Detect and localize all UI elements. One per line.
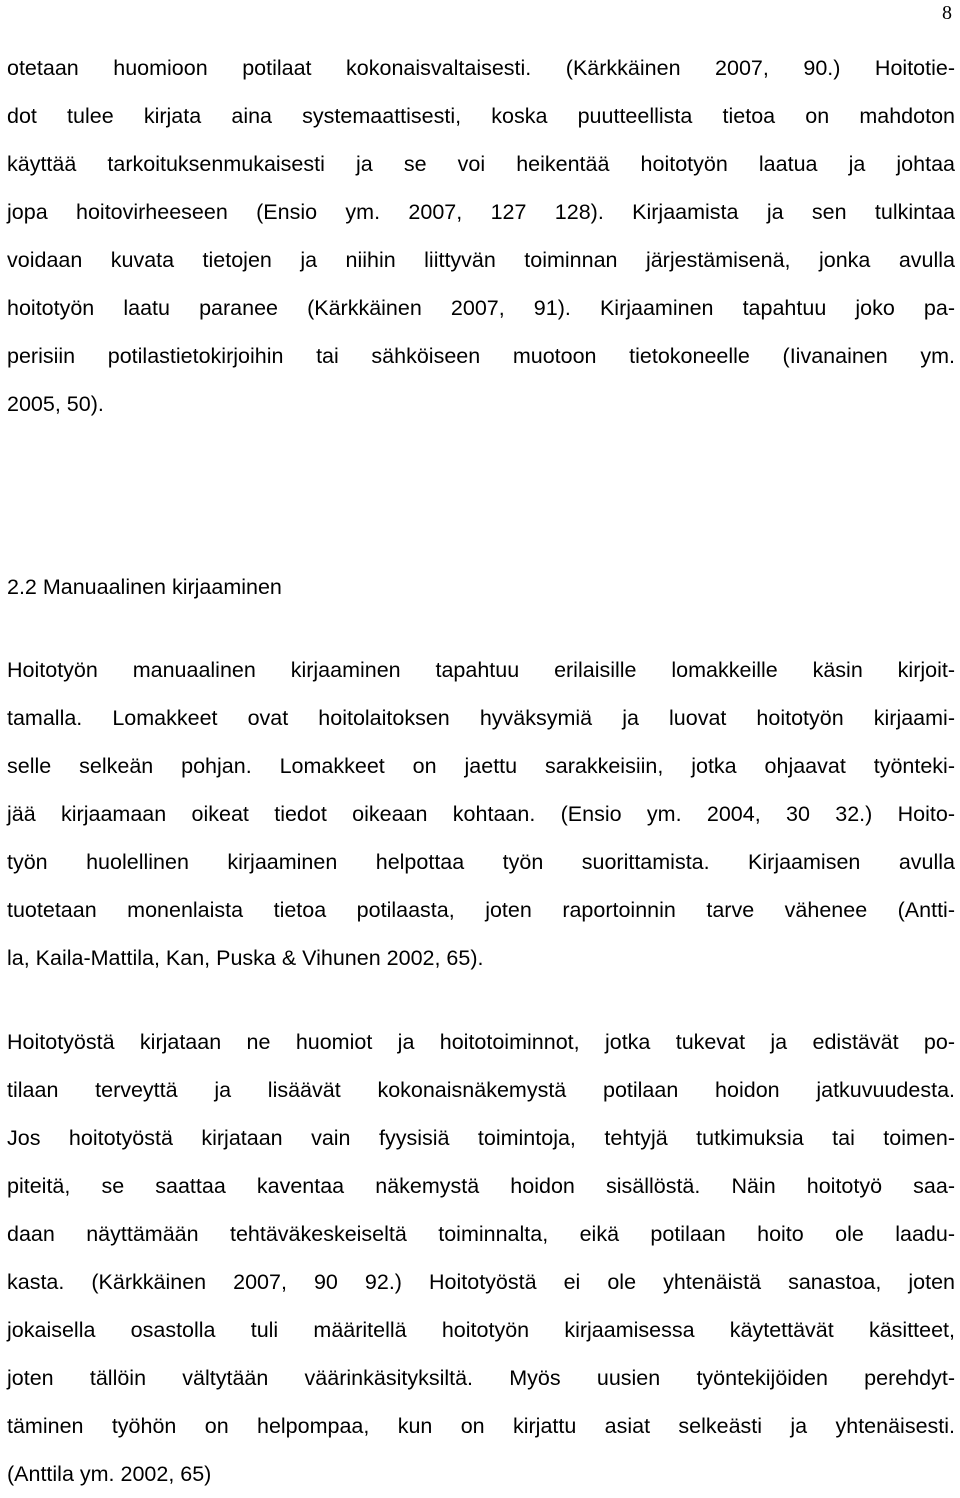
paragraph-line: otetaan huomioon potilaat kokonaisvaltaisesti. (Kärkkäinen 2007, 90.) Hoitotie-: [7, 56, 955, 80]
paragraph-line: la, Kaila-Mattila, Kan, Puska & Vihunen 2002, 65).: [7, 946, 484, 970]
paragraph-line: Hoitotyöstä kirjataan ne huomiot ja hoitotoiminnot, jotka tukevat ja edistävät po-: [7, 1030, 955, 1054]
paragraph-2: [7, 646, 955, 982]
paragraph-line: Jos hoitotyöstä kirjataan vain fyysisiä toimintoja, tehtyjä tutkimuksia tai toimen-: [7, 1126, 955, 1150]
paragraph-1: [7, 44, 955, 428]
paragraph-line: kasta. (Kärkkäinen 2007, 90 92.) Hoitotyöstä ei ole yhtenäistä sanastoa, joten: [7, 1270, 955, 1294]
paragraph-line: tuotetaan monenlaista tietoa potilaasta, joten raportoinnin tarve vähenee (Antti-: [7, 898, 955, 922]
paragraph-line: perisiin potilastietokirjoihin tai sähköiseen muotoon tietokoneelle (Iivanainen ym.: [7, 344, 955, 368]
paragraph-line: 2005, 50).: [7, 392, 104, 416]
paragraph-line: Hoitotyön manuaalinen kirjaaminen tapahtuu erilaisille lomakkeille käsin kirjoit-: [7, 658, 955, 682]
paragraph-line: selle selkeän pohjan. Lomakkeet on jaettu sarakkeisiin, jotka ohjaavat työnteki-: [7, 754, 955, 778]
paragraph-line: tamalla. Lomakkeet ovat hoitolaitoksen hyväksymiä ja luovat hoitotyön kirjaami-: [7, 706, 955, 730]
paragraph-line: jää kirjaamaan oikeat tiedot oikeaan kohtaan. (Ensio ym. 2004, 30 32.) Hoito-: [7, 802, 955, 826]
paragraph-line: daan näyttämään tehtäväkeskeiseltä toiminnalta, eikä potilaan hoito ole laadu-: [7, 1222, 955, 1246]
paragraph-line: voidaan kuvata tietojen ja niihin liittyvän toiminnan järjestämisenä, jonka avulla: [7, 248, 955, 272]
paragraph-line: joten tällöin vältytään väärinkäsityksiltä. Myös uusien työntekijöiden perehdyt-: [7, 1366, 955, 1390]
paragraph-line: (Anttila ym. 2002, 65): [7, 1462, 212, 1486]
page-number: 8: [942, 2, 952, 24]
paragraph-line: piteitä, se saattaa kaventaa näkemystä hoidon sisällöstä. Näin hoitotyö saa-: [7, 1174, 955, 1198]
paragraph-line: tilaan terveyttä ja lisäävät kokonaisnäkemystä potilaan hoidon jatkuvuudesta.: [7, 1078, 955, 1102]
paragraph-line: hoitotyön laatu paranee (Kärkkäinen 2007, 91). Kirjaaminen tapahtuu joko pa-: [7, 296, 955, 320]
paragraph-line: jokaisella osastolla tuli määritellä hoitotyön kirjaamisessa käytettävät käsitteet,: [7, 1318, 955, 1342]
paragraph-line: työn huolellinen kirjaaminen helpottaa työn suorittamista. Kirjaamisen avulla: [7, 850, 955, 874]
paragraph-line: dot tulee kirjata aina systemaattisesti, koska puutteellista tietoa on mahdoton: [7, 104, 955, 128]
paragraph-line: jopa hoitovirheeseen (Ensio ym. 2007, 127 128). Kirjaamista ja sen tulkintaa: [7, 200, 955, 224]
paragraph-line: täminen työhön on helpompaa, kun on kirjattu asiat selkeästi ja yhtenäisesti.: [7, 1414, 955, 1438]
section-heading: 2.2 Manuaalinen kirjaaminen: [7, 575, 282, 599]
paragraph-3: [7, 1018, 955, 1498]
paragraph-line: käyttää tarkoituksenmukaisesti ja se voi heikentää hoitotyön laatua ja johtaa: [7, 152, 955, 176]
